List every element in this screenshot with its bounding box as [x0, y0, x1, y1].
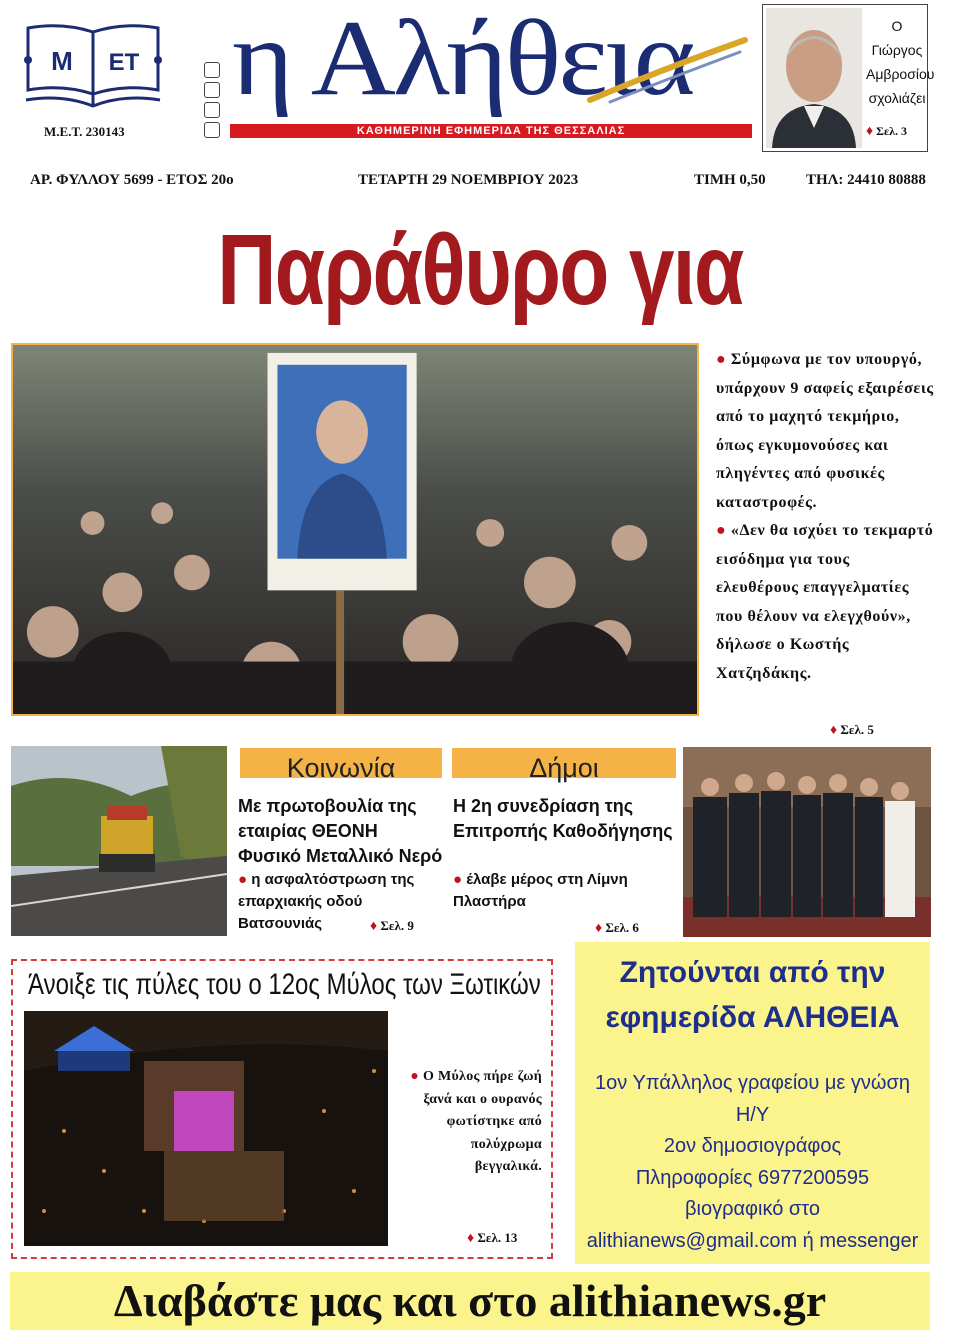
bullet-icon: ●	[410, 1069, 420, 1084]
author-photo	[766, 8, 862, 148]
municipalities-page-ref[interactable]	[595, 920, 639, 937]
brush-stroke-icon	[580, 30, 750, 110]
issue-date: ΤΕΤΑΡΤΗ 29 ΝΟΕΜΒΡΙΟΥ 2023	[358, 172, 579, 188]
page-ref-text: Σελ. 9	[380, 918, 414, 933]
tab-municipalities[interactable]: Δήμοι	[452, 748, 676, 778]
cert-icon	[204, 102, 220, 118]
issue-number: ΑΡ. ΦΥΛΛΟΥ 5699 - ΕΤΟΣ 20ο	[30, 172, 234, 188]
municipalities-sub	[453, 869, 675, 913]
page-ref-text: Σελ. 3	[876, 124, 908, 138]
cert-icon	[204, 82, 220, 98]
author-page-ref[interactable]	[866, 124, 907, 140]
bullet-text: Σύμφωνα με τον υπουργό, υπάρχουν 9 σαφείς εξαιρέσεις από το μαχητό τεκμήριο, όπως εγκυμονούσες και πληγέντες από φυσικές καταστροφές.	[716, 351, 934, 511]
ad-line: βιογραφικό στο	[685, 1198, 820, 1220]
subtitle-bar: ΚΑΘΗΜΕΡΙΝΗ ΕΦΗΜΕΡΙΔΑ ΤΗΣ ΘΕΣΣΑΛΙΑΣ	[230, 124, 752, 138]
author-line: σχολιάζει	[868, 90, 926, 106]
diamond-icon: ♦	[467, 1231, 475, 1246]
bullet-icon: ●	[453, 871, 463, 888]
author-name	[866, 14, 935, 110]
main-story-page-ref[interactable]	[830, 722, 874, 739]
mill-text	[402, 1066, 542, 1179]
mill-photo[interactable]	[24, 1011, 388, 1246]
society-headline[interactable]: Με πρωτοβουλία της εταιρίας ΘΕΟΝΗ Φυσικό Μεταλλικό Νερό	[238, 796, 443, 866]
main-story-text	[716, 346, 936, 688]
ad-line: Η/Υ	[735, 1103, 770, 1126]
diamond-icon: ♦	[866, 124, 874, 139]
mill-page-ref[interactable]	[467, 1230, 517, 1247]
ad-email-line[interactable]: alithianews@gmail.com ή messenger	[586, 1229, 919, 1252]
bullet-text: Ο Μύλος πήρε ζωή ξανά και ο ουρανός φωτίστηκε από πολύχρωμα βεγγαλικά.	[422, 1069, 542, 1174]
bullet-icon: ●	[716, 351, 727, 368]
main-headline[interactable]: Παράθυρο για	[217, 214, 743, 326]
main-photo[interactable]	[11, 343, 699, 716]
logo-letter-et: ET	[108, 49, 140, 76]
logo-letter-m: M	[51, 46, 73, 76]
footer-website-banner[interactable]: Διαβάστε μας και στο alithianews.gr	[10, 1272, 930, 1330]
diamond-icon: ♦	[830, 723, 838, 738]
society-page-ref[interactable]	[370, 918, 414, 935]
met-code: Μ.Ε.Τ. 230143	[44, 124, 125, 139]
ad-title-line: εφημερίδα ΑΛΗΘΕΙΑ	[605, 1001, 900, 1034]
bullet-text: η ασφαλτόστρωση της επαρχιακής οδού Βατσουνιάς	[238, 871, 415, 932]
ad-line: Πληροφορίες 6977200595	[635, 1166, 870, 1189]
cert-icon	[204, 122, 220, 138]
diamond-icon: ♦	[595, 921, 603, 936]
job-ad-title	[575, 950, 930, 1040]
mill-headline[interactable]: Άνοιξε τις πύλες του ο 12ος Μύλος των Ξωτικών	[28, 968, 541, 1001]
met-logo	[22, 20, 164, 116]
author-line: Αμβροσίου	[866, 66, 935, 82]
ad-line: 2ον δημοσιογράφος	[663, 1135, 842, 1157]
newspaper-title: η Αλήθεια	[232, 0, 693, 119]
phone: ΤΗΛ: 24410 80888	[806, 172, 926, 188]
page-ref-text: Σελ. 13	[477, 1230, 518, 1245]
main-bullet-1	[716, 346, 936, 517]
road-paving-photo[interactable]	[11, 746, 227, 936]
certification-icons	[203, 62, 221, 142]
diamond-icon: ♦	[370, 919, 378, 934]
author-line: Ο Γιώργος	[871, 18, 923, 58]
bullet-text: «Δεν θα ισχύει το τεκμαρτό εισόδημα για τους ελευθέρους επαγγελματίες που θέλουν να ελεγχθούν», δήλωσε ο Κωστής Χατζηδάκης.	[716, 522, 934, 682]
page-ref-text: Σελ. 6	[605, 920, 639, 935]
job-ad-lines	[575, 1068, 930, 1257]
price: ΤΙΜΗ 0,50	[694, 172, 766, 188]
group-photo[interactable]	[683, 747, 931, 937]
page-ref-text: Σελ. 5	[840, 722, 874, 737]
bullet-icon: ●	[716, 522, 727, 539]
ad-title-line: Ζητούνται από την	[619, 956, 886, 989]
tab-society[interactable]: Κοινωνία	[240, 748, 442, 778]
cert-icon	[204, 62, 220, 78]
municipalities-headline[interactable]: Η 2η συνεδρίαση της Επιτροπής Καθοδήγησης	[453, 796, 673, 841]
main-bullet-2	[716, 517, 936, 688]
bullet-text: έλαβε μέρος στη Λίμνη Πλαστήρα	[453, 871, 628, 910]
ad-line: 1ον Υπάλληλος γραφείου με γνώση	[595, 1072, 910, 1094]
bullet-icon: ●	[238, 871, 248, 888]
